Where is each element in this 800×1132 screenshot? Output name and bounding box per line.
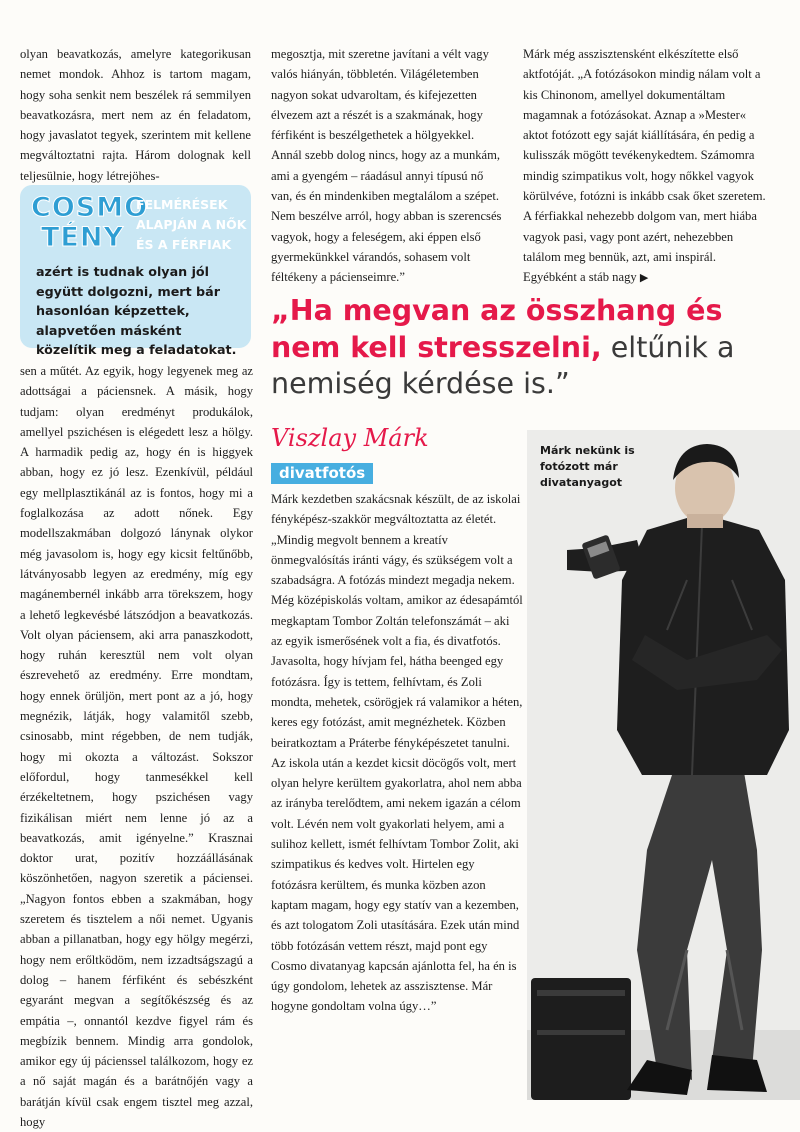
pull-quote <box>271 293 791 403</box>
profile-role-badge: divatfotós <box>271 463 373 484</box>
profile-text: Márk kezdetben szakácsnak készült, de az iskolai fényképész-szakkör megváltoztatta az életét. „Mindig megvolt bennem a kreatív önmegvalósítás iránti vágy, és szükségem volt a szabadságra. A fotózás mindezt megadja nekem. Még középiskolás voltam, amikor az édesapámtól megkaptam Tombor Zoltán telefonszámát – aki az egyik ismerősének volt a fia, és divatfotós. Javasolta, hogy hívjam fel, hátha beenged egy fotózásra. Így is tettem, felhívtam, és Zoli mondta, mehetek, csörögjek rá valamikor a héten, keres egy fotózást, amit megnézhetek. Közben beiratkoztam a Práterbe fényképészetet tanulni. Az iskola után a kezdet kicsit döcögős volt, mert olyan helyre kerültem gyakorlatra, ahol nem abba az irányba terelődtem, ami nekem igazán a célom volt. Lévén nem volt gyakorlati helyem, ami a sulihoz kellett, ismét felhívtam Tombor Zolit, aki szimpatikus és kedves volt. Hirtelen egy fotózásra kerültem, és munka közben azon kaptam magam, hogy egy statív van a kezemben, és azt tologatom Zoli utasítására. Ezek után mind több fotózásán vettem részt, majd pont egy Cosmo divatanyag kapcsán ajánlotta fel, ha én is úgy gondolom, lehetek az asszisztense. Már hogyne gondoltam volna úgy…” <box>271 492 523 1014</box>
column3-top-text <box>523 44 773 285</box>
cosmo-fact-box <box>20 185 251 357</box>
photo-caption: Márk nekünk is fotózott már divatanyagot <box>540 444 635 489</box>
photographer-photo <box>527 430 800 1100</box>
column1-top-text: olyan beavatkozás, amelyre kategorikusan nemet mondok. Ahhoz is tartom magam, hogy soha senkit nem beszélek rá semmilyen beavatkozásra, mert nem az én feladatom, hogy javaslatot tegyek, szerintem mit kellene megváltoztatni rajta. Három dolognak kell teljesülnie, hogy létrejöhes- <box>20 47 251 183</box>
column3-text: Márk még asszisztensként elkészítette első aktfotóját. „A fotózásokon mindig nálam volt a kis Chinonom, amellyel dokumentáltam magamnak a fotózásokat. Aznap a »Mester« aktot fotózott egy saját kiállítására, én pedig a kulisszák mögött tevékenykedtem. Számomra mindig szimpatikus volt, hogy nőkkel vagyok körülvéve, fotózni is inkább csak őket szeretem. A férfiakkal nehezebb dolgom van, mert hiába vagyok pasi, vagy pont azért, nehezebben találom meg bennük, azt, ami inspirál. Egyébként a stáb nagy <box>523 47 766 285</box>
continue-arrow-icon: ▶ <box>639 272 649 285</box>
column2-top-text: megosztja, mit szeretne javítani a vélt vagy valós hiányán, többletén. Világéletemben nagyon sokat udvaroltam, és kifejezetten élvezem azt a részét is a szakmának, hogy férfiként is beszélgethetek a hölgyekkel. Annál szebb dolog nincs, hogy az a munkám, ami a gyengém – ráadásul annyi típusú nő van, és én mindenkiben megtalálom a szépet. Nem beszélve arról, hogy abban is szerencsés vagyok, hogy a feleségem, aki éppen első gyermekünkkel várandós, sohasem volt féltékeny a pácienseimre.” <box>271 47 502 285</box>
profile-name: Viszlay Márk <box>271 424 429 452</box>
column1-bottom-text: sen a műtét. Az egyik, hogy legyenek meg az adottságai a páciensnek. A másik, hogy tudjam: olyan eredményt produkálok, amellyel pszichésen is elégedett lesz a hölgy. A harmadik pedig az, hogy én is higgyek abban, hogy ez jó lesz. Ezenkívül, például egy mellplasztikánál az is fontos, hogy mi a foglalkozása az adott nőnek. Egy modellszakmában dolgozó lánynak olykor még javasolom is, hogy egy kicsit feltűnőbb, látványosabb legyen az eredmény, míg egy magánembernél inkább arra törekszem, hogy a lehető legkevésbé látszódjon a beavatkozás. Volt olyan páciensem, aki arra panaszkodott, hogy ruhán keresztül nem volt olyan észrevehető az eredmény. Erre mondtam, hogy ennek örüljön, mert pont az a jó, hogy megnézik, látják, hogy valamitől szebb, csinosabb, mint régebben, de nem tudják, hogy mi okozta a változást. Sokszor előfordul, hogy tanmesékkel kell érzékeltetnem, hogy pszichésen vagy fizikálisan miért nem lenne jó az a beavatkozás, amit igényelne.” Krasznai doktor urat, pozitív hozzáállásának köszönhetően, nagyon szeretik a páciensei. „Nagyon fontos ebben a szakmában, hogy szeretem és tisztelem a női nemet. Ugyanis abban a pillanatban, hogy egy hölgy megérzi, hogy nem erőltködöm, nem izzadtságszagú a dolog – hanem férfiként és sebészként egyaránt megvan a segítőkészség és az empátia –, onnantól kezdve figyel rám és megbízik bennem. Mindig arra gondolok, amikor egy új pácienssel találkozom, hogy ez a nő saját magán és a barátnőjén vagy a barátján kívül csak engem tisztel meg azzal, hogy <box>20 364 253 1129</box>
logo-line-cosmo: COSMO <box>31 192 149 223</box>
fact-box-body: azért is tudnak olyan jól együtt dolgozni, mert bár hasonlóan képzettek, alapvetően másként közelítik meg a feladatokat. <box>36 264 237 357</box>
logo-line-teny: TÉNY <box>41 222 125 253</box>
pull-quote-rest: eltűnik a nemiség kérdése is.” <box>271 330 735 400</box>
pull-quote-highlight: „Ha megvan az összhang és nem kell stresszelni, <box>271 294 723 364</box>
fact-box-tag: FELMÉRÉSEK ALAPJÁN A NŐK ÉS A FÉRFIAK <box>136 197 247 252</box>
cosmo-teny-logo <box>31 193 147 253</box>
